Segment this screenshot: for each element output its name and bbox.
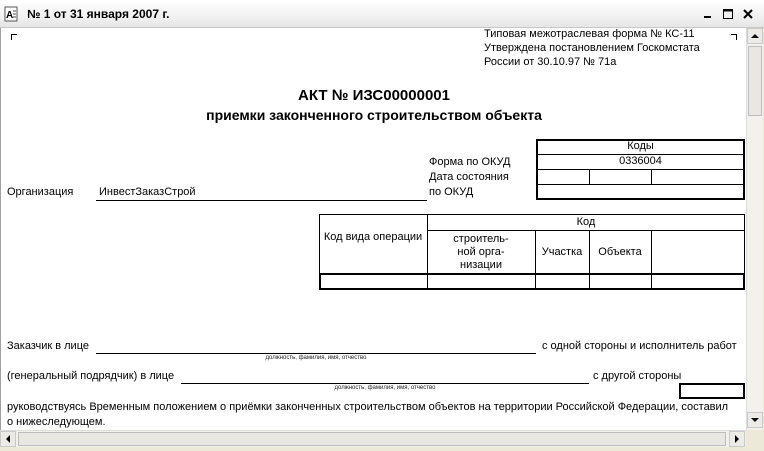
minimize-button[interactable] [700,6,716,22]
minimize-icon [702,8,714,20]
close-button[interactable] [740,6,756,22]
scroll-up-button[interactable] [747,28,763,44]
arrow-down-icon [751,417,759,423]
codes-divider [589,169,590,184]
act-subtitle: приемки законченного строительством объекта [206,107,542,123]
codes-divider [536,184,745,185]
window-title: № 1 от 31 января 2007 г. [27,7,170,21]
document-area [0,28,746,430]
title-bar [0,0,764,28]
operation-code-header: Код вида операции [323,231,423,243]
customer-underline [96,353,536,354]
codes-header: Коды [627,140,654,152]
form-header-line: России от 30.10.97 № 71а [484,56,617,68]
form-header-line: Утверждена постановлением Госкомстата [484,42,700,54]
scroll-right-button[interactable] [729,431,745,447]
organization-underline [96,200,427,201]
margin-mark [11,34,17,40]
customer-hint: должность, фамилия, имя, отчество [265,355,367,361]
form-okud-label: Форма по ОКУД [429,156,511,168]
customer-tail: с одной стороны и исполнитель работ [542,340,737,352]
codes-divider [651,169,652,184]
scrollbar-corner [746,430,763,447]
paragraph-line: о нижеследующем. [7,416,106,428]
form-header-line: Типовая межотраслевая форма № КС-11 [484,28,695,40]
maximize-icon [722,8,734,20]
code-table-divider [427,273,428,290]
okud-code-value: 0336004 [619,155,662,167]
code-table-divider [589,273,590,290]
paragraph-line: руководствуясь Временным положением о приёмки законченных строительством объектов на территории Российской Федерации, составил [7,401,729,413]
arrow-up-icon [751,33,759,39]
margin-mark [731,34,737,40]
code-table-value-row[interactable] [319,273,745,290]
document-icon [4,6,20,22]
site-header: Участка [541,246,583,258]
vertical-scrollbar[interactable] [746,28,763,430]
object-header: Объекта [598,246,642,258]
code-header: Код [576,216,596,228]
contractor-underline [181,383,589,384]
organization-value: ИнвестЗаказСтрой [99,186,196,198]
horizontal-scrollbar[interactable] [0,430,746,447]
contractor-label: (генеральный подрядчик) в лице [7,370,175,382]
contractor-hint: должность, фамилия, имя, отчество [334,385,436,391]
arrow-left-icon [5,435,11,443]
state-date-label: Дата состояния [429,171,509,183]
act-title: АКТ № ИЗС00000001 [298,87,450,104]
svg-text:A: A [6,10,14,21]
vertical-scroll-thumb[interactable] [748,46,762,116]
maximize-button[interactable] [720,6,736,22]
scroll-down-button[interactable] [747,412,763,428]
contractor-tail: с другой стороны [593,370,682,382]
code-table-divider [535,273,536,290]
scroll-left-button[interactable] [0,431,16,447]
codes-divider [536,169,745,170]
org-header-line: низации [460,259,502,271]
horizontal-scroll-thumb[interactable] [18,432,726,446]
by-okud-label: по ОКУД [429,186,474,198]
arrow-right-icon [734,435,740,443]
org-header-line: строитель- [453,233,509,245]
signature-box[interactable] [679,383,745,399]
code-table-divider [651,273,652,290]
org-header-line: ной орга- [457,246,505,258]
close-icon [742,8,754,20]
customer-label: Заказчик в лице [7,340,89,352]
code-table-divider [427,230,745,231]
organization-label: Организация [7,186,74,198]
